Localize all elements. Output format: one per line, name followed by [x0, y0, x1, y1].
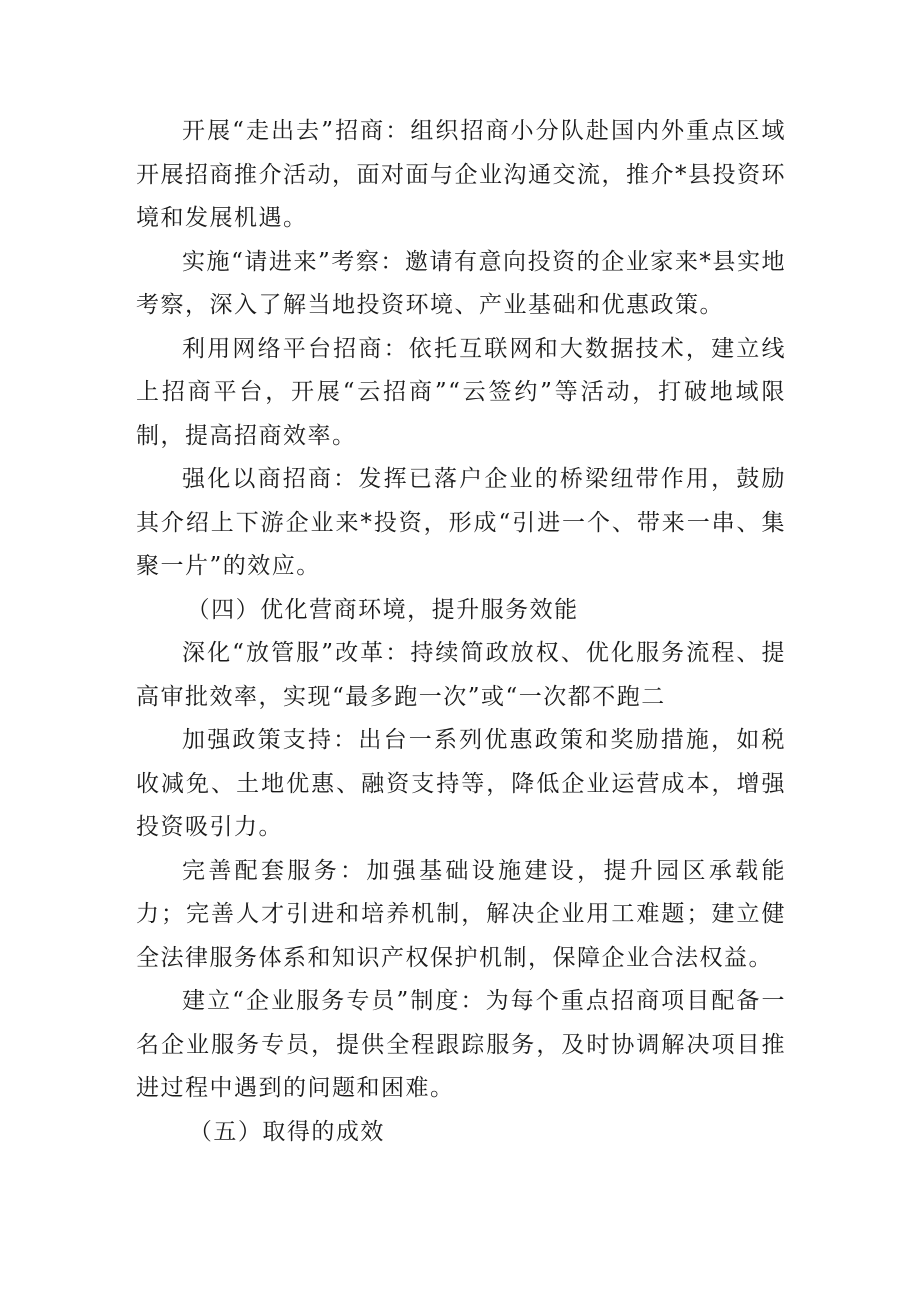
document-body — [136, 110, 786, 1154]
paragraph-policy-support: 加强政策支持：出台一系列优惠政策和奖励措施，如税收减免、土地优惠、融资支持等，降低企业运营成本，增强投资吸引力。 — [136, 727, 786, 840]
paragraph-service-specialist: 建立“企业服务专员”制度：为每个重点招商项目配备一名企业服务专员，提供全程跟踪服务，及时协调解决项目推进过程中遇到的问题和困难。 — [136, 988, 786, 1101]
section-heading-4: （四）优化营商环境，提升服务效能 — [186, 596, 579, 623]
section-heading-5: （五）取得的成效 — [188, 1118, 385, 1145]
paragraph-reform: 深化“放管服”改革：持续简政放权、优化服务流程、提高审批效率，实现“最多跑一次”或“一次都不跑二 — [136, 640, 786, 710]
paragraph-go-out-investment: 开展“走出去”招商：组织招商小分队赴国内外重点区域开展招商推介活动，面对面与企业沟通交流，推介*县投资环境和发展机遇。 — [136, 118, 786, 231]
paragraph-online-platform: 利用网络平台招商：依托互联网和大数据技术，建立线上招商平台，开展“云招商”“云签约”等活动，打破地域限制，提高招商效率。 — [136, 335, 786, 449]
paragraph-business-referral: 强化以商招商：发挥已落户企业的桥梁纽带作用，鼓励其介绍上下游企业来*投资，形成“引进一个、带来一串、集聚一片”的效应。 — [136, 466, 786, 579]
paragraph-supporting-services: 完善配套服务：加强基础设施建设，提升园区承载能力；完善人才引进和培养机制，解决企业用工难题；建立健全法律服务体系和知识产权保护机制，保障企业合法权益。 — [136, 857, 786, 971]
paragraph-invite-in-inspection: 实施“请进来”考察：邀请有意向投资的企业家来*县实地考察，深入了解当地投资环境、产业基础和优惠政策。 — [136, 248, 786, 318]
